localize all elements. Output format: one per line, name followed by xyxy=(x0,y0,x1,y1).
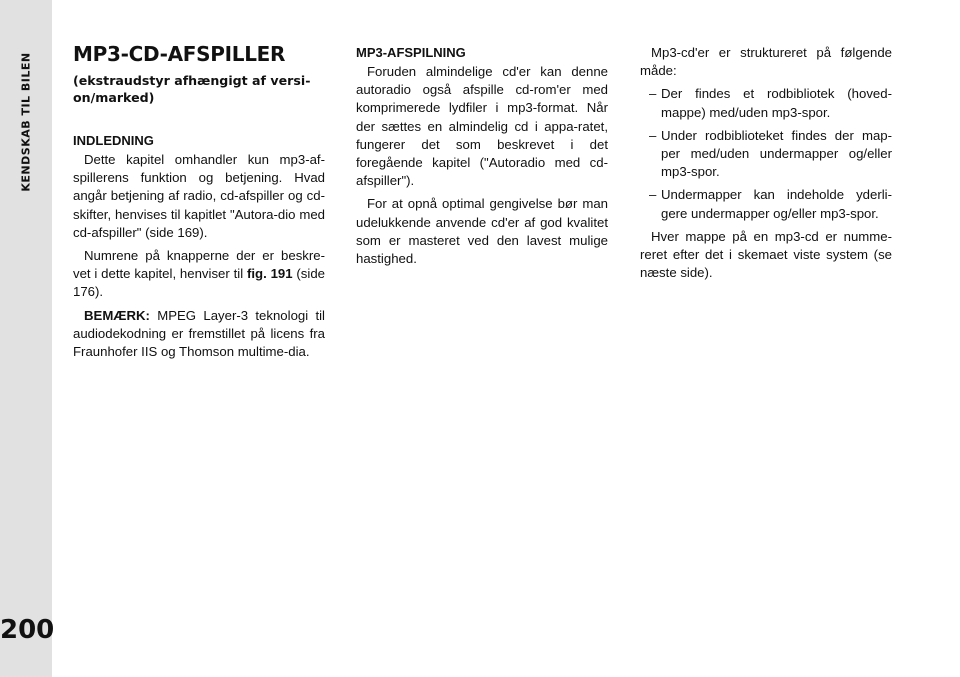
figure-reference: fig. 191 xyxy=(246,266,293,282)
paragraph-text: Numrene på knapperne der er beskre-vet i dette kapitel, henviser til xyxy=(73,248,325,282)
column-1 xyxy=(73,42,325,366)
paragraph xyxy=(73,247,325,302)
section-heading-intro: INDLEDNING xyxy=(73,133,154,148)
sidebar xyxy=(0,0,55,677)
page-number: 200 xyxy=(0,615,55,645)
paragraph: Mp3-cd'er er struktureret på følgende måde: xyxy=(640,45,892,79)
list-item-text: Undermapper kan indeholde yderli-gere undermapper og/eller mp3-spor. xyxy=(661,187,892,221)
note-text: MPEG Layer-3 teknologi til audiodekodning er fremstillet på licens fra Fraunhofer IIS og Thomson multime-dia. xyxy=(73,307,325,360)
paragraph: Foruden almindelige cd'er kan denne autoradio også afspille cd-rom'er med komprimerede lydfiler i mp3-format. Når der sættes en almindelig cd i appa-ratet, fungerer det som beskrevet i det foregående kapitel ("Autoradio med cd-afspiller"). xyxy=(356,64,608,189)
list-item xyxy=(640,127,892,182)
note-label: BEMÆRK: xyxy=(84,307,150,323)
dash-bullet: – xyxy=(649,127,657,143)
page-subtitle: (ekstraudstyr afhængigt af versi-on/marked) xyxy=(73,73,311,105)
column-2 xyxy=(356,44,608,273)
paragraph-text: (side 176). xyxy=(73,266,325,300)
dash-bullet: – xyxy=(649,86,657,102)
list-item-text: Under rodbiblioteket findes der map-per med/uden undermapper og/eller mp3-spor. xyxy=(661,127,892,180)
note-paragraph xyxy=(73,307,325,362)
list-item-text: Der findes et rodbibliotek (hoved-mappe) med/uden mp3-spor. xyxy=(661,86,892,120)
list-item xyxy=(640,85,892,121)
section-label: KENDSKAB TIL BILEN xyxy=(19,52,33,192)
paragraph: Dette kapitel omhandler kun mp3-af-spillerens funktion og betjening. Hvad angår betjening af radio, cd-afspiller og cd-skifter, henvises til kapitlet "Autora-dio med cd-afspiller" (side 169). xyxy=(73,152,325,240)
dash-bullet: – xyxy=(649,187,657,203)
paragraph: For at opnå optimal gengivelse bør man udelukkende anvende cd'er af god kvalitet som er masteret ved den lavest mulige hastighed. xyxy=(356,196,608,267)
page-title: MP3-CD-AFSPILLER xyxy=(73,42,286,66)
section-heading-mp3: MP3-AFSPILNING xyxy=(356,45,466,60)
paragraph: Hver mappe på en mp3-cd er numme-reret efter det i skemaet viste system (se næste side). xyxy=(640,228,892,281)
list-item xyxy=(640,186,892,222)
column-3 xyxy=(640,44,892,287)
